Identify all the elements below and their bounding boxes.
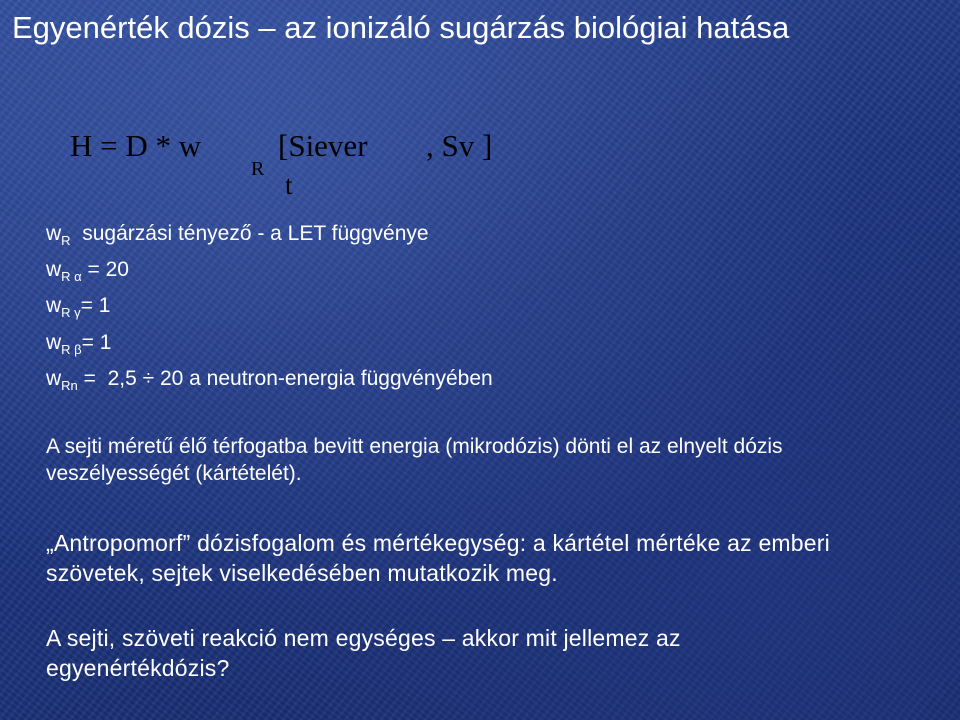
formula-unit: [Siever	[278, 128, 368, 163]
formula-subscript: R	[251, 158, 265, 180]
w-subscript: Rn	[61, 378, 78, 393]
w-line-neutron	[46, 366, 493, 399]
w-base: w	[46, 367, 62, 390]
w-subscript: R γ	[61, 305, 81, 320]
w-subscript: R α	[61, 269, 82, 284]
w-line-gamma	[46, 293, 110, 326]
w-line-beta	[46, 330, 111, 363]
slide-title: Egyenérték dózis – az ionizáló sugárzás biológiai hatása	[12, 10, 790, 45]
w-text: sugárzási tényező - a LET függvénye	[70, 222, 429, 245]
w-base: w	[46, 294, 62, 317]
w-subscript: R β	[61, 342, 82, 357]
paragraph-anthropomorphic: „Antropomorf” dózisfogalom és mértékegység: a kártétel mértéke az emberi szövetek, sejtek viselkedésében mutatkozik meg.	[46, 530, 830, 586]
w-text: = 2,5 ÷ 20 a neutron-energia függvényében	[77, 367, 493, 390]
w-text: = 20	[81, 258, 129, 281]
w-line-definition	[46, 221, 429, 254]
equivalent-dose-formula	[70, 128, 550, 208]
w-subscript: R	[61, 233, 71, 248]
w-text: = 1	[80, 294, 111, 317]
paragraph-question: A sejti, szöveti reakció nem egységes – akkor mit jellemez az egyenértékdózis?	[46, 625, 681, 681]
w-base: w	[46, 258, 62, 281]
w-base: w	[46, 331, 62, 354]
paragraph-microdose: A sejti méretű élő térfogatba bevitt energia (mikrodózis) dönti el az elnyelt dózis veszélyességét (kártételét).	[46, 435, 783, 485]
formula-unit-under: t	[285, 170, 293, 200]
w-text: = 1	[81, 331, 112, 354]
w-line-alpha	[46, 257, 129, 290]
formula-unit-end: , Sv ]	[426, 128, 493, 163]
formula-main: H = D * w	[70, 128, 202, 163]
w-base: w	[46, 222, 62, 245]
